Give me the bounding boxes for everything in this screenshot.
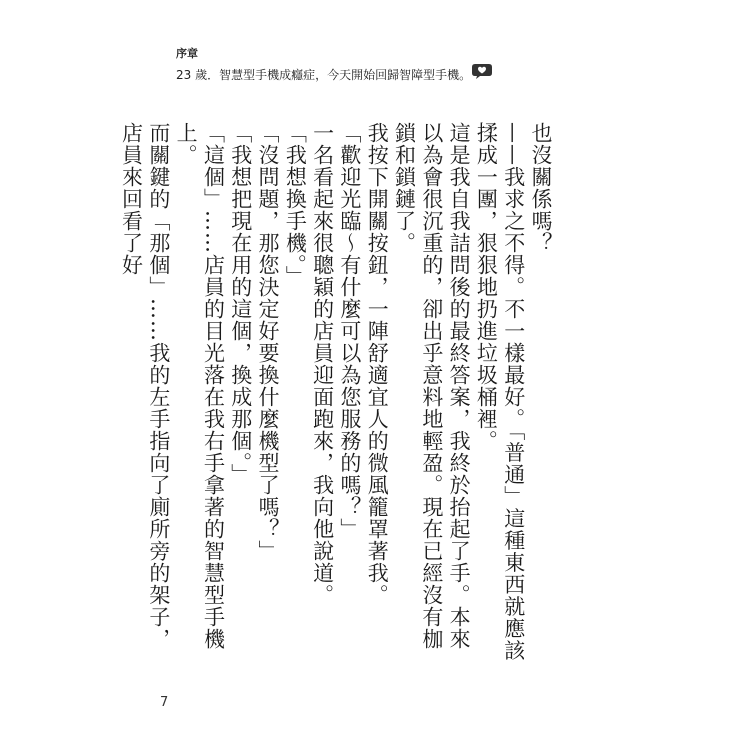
page-number: 7 [160,695,169,710]
paragraph: 一名看起來很聰穎的店員迎面跑來，我向他說道。 [310,122,335,606]
running-title: 23 歲．智慧型手機成癮症，今天開始回歸智障型手機。 [176,68,472,82]
heart-icon [471,63,493,80]
paragraph: 而關鍵的「那個」……我的左手指向了廁所旁的架子，店員來回看了好 [119,122,171,650]
chapter-title: 序章 [176,47,198,60]
paragraph: 「沒問題，那您決定好要換什麼機型了嗎？」 [256,122,281,562]
paragraph: 「我想把現在用的這個，換成那個。」 [228,122,253,486]
paragraph: 「我想換手機。」 [283,122,308,288]
paragraph: 「這個」……店員的目光落在我右手拿著的智慧型手機上。 [174,122,226,650]
paragraph: 我按下開關按鈕，一陣舒適宜人的微風籠罩著我。 [365,122,390,606]
paragraph: 也沒關係嗎？ [529,122,553,254]
paragraph: ——我求之不得。不一樣最好。「普通」這種東西就應該揉成一團，狠狠地扔進垃圾桶裡。 [474,122,526,662]
paragraph: 這是我自我詰問後的最終答案，我終於抬起了手。本來以為會很沉重的，卻出乎意料地輕盈。現在已經沒有枷鎖和鎖鏈了。 [392,122,472,650]
vertical-body-text [117,122,554,667]
paragraph: 「歡迎光臨～有什麼可以為您服務的嗎？」 [337,122,362,540]
